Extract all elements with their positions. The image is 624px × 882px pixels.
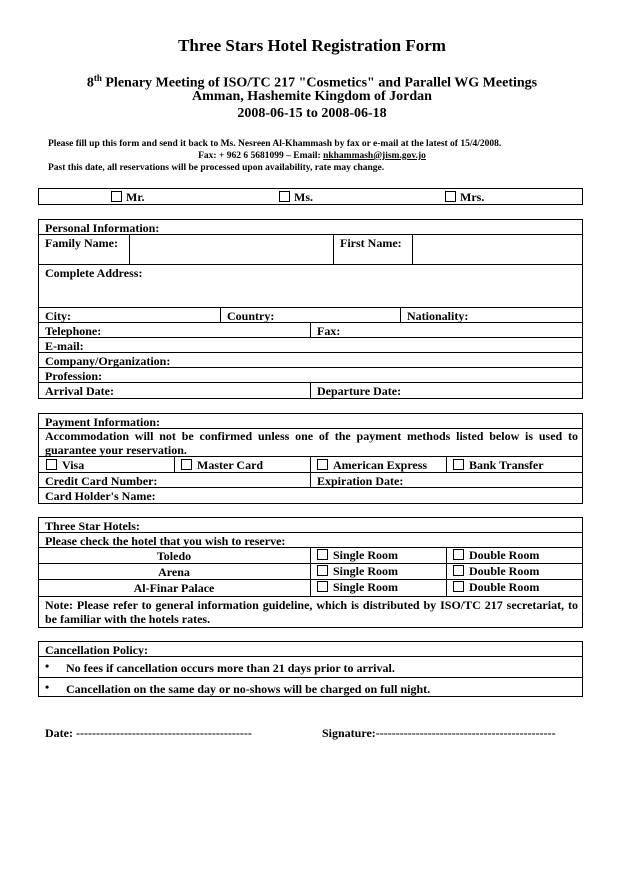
american-express-label: American Express <box>333 458 428 472</box>
card-holder-label: Card Holder's Name: <box>45 489 156 503</box>
arrival-date-label: Arrival Date: <box>45 384 114 398</box>
visa-label: Visa <box>62 458 85 472</box>
master-card-checkbox[interactable] <box>181 459 192 470</box>
toledo-single-label: Single Room <box>333 548 399 562</box>
fax-email-line: Fax: + 962 6 5681099 – Email: nkhammash@jism.gov.jo <box>198 151 426 161</box>
mr-label: Mr. <box>126 190 145 204</box>
hotel-name-toledo: Toledo <box>156 549 192 563</box>
al-finar-single-label: Single Room <box>333 580 399 594</box>
personal-info-table <box>38 219 583 399</box>
instructions-line-3: Past this date, all reservations will be processed upon availability, rate may change. <box>48 163 385 173</box>
arena-double-checkbox[interactable] <box>453 565 464 576</box>
bank-transfer-label: Bank Transfer <box>469 458 544 472</box>
departure-date-label: Departure Date: <box>317 384 402 398</box>
arena-double-label: Double Room <box>469 564 540 578</box>
city-label: City: <box>45 309 71 323</box>
date-field[interactable]: Date: -------------------------------------------- <box>45 726 252 740</box>
ms-checkbox[interactable] <box>279 191 290 202</box>
arena-single-label: Single Room <box>333 564 399 578</box>
address-label: Complete Address: <box>45 266 143 280</box>
payment-info-heading: Payment Information: <box>45 415 160 429</box>
arena-single-checkbox[interactable] <box>317 565 328 576</box>
american-express-checkbox[interactable] <box>317 459 328 470</box>
meeting-line: 8th Plenary Meeting of ISO/TC 217 "Cosmetics" and Parallel WG Meetings <box>86 73 538 91</box>
payment-notice: Accommodation will not be confirmed unless one of the payment methods listed below is used to guarantee your reservation. <box>45 429 578 457</box>
bank-transfer-checkbox[interactable] <box>453 459 464 470</box>
meeting-dates: 2008-06-15 to 2008-06-18 <box>237 106 387 121</box>
email-link[interactable]: nkhammash@jism.gov.jo <box>323 151 426 161</box>
al-finar-double-label: Double Room <box>469 580 540 594</box>
hotel-instruction: Please check the hotel that you wish to reserve: <box>45 534 286 548</box>
telephone-label: Telephone: <box>45 324 102 338</box>
master-card-label: Master Card <box>197 458 264 472</box>
bullet-icon: • <box>45 680 50 694</box>
toledo-single-checkbox[interactable] <box>317 549 328 560</box>
mrs-checkbox[interactable] <box>445 191 456 202</box>
hotels-heading: Three Star Hotels: <box>45 519 140 533</box>
toledo-double-label: Double Room <box>469 548 540 562</box>
visa-checkbox[interactable] <box>46 459 57 470</box>
expiration-date-label: Expiration Date: <box>317 474 404 488</box>
company-label: Company/Organization: <box>45 354 171 368</box>
cancellation-heading: Cancellation Policy: <box>45 643 148 657</box>
meeting-location: Amman, Hashemite Kingdom of Jordan <box>192 89 432 104</box>
instructions-line-1: Please fill up this form and send it back to Ms. Nesreen Al-Khammash by fax or e-mail at the latest of 15/4/2008. <box>48 139 502 149</box>
family-name-label: Family Name: <box>45 236 118 250</box>
hotel-name-arena: Arena <box>158 565 190 579</box>
al-finar-double-checkbox[interactable] <box>453 581 464 592</box>
country-label: Country: <box>227 309 275 323</box>
card-number-label: Credit Card Number: <box>45 474 158 488</box>
personal-info-heading: Personal Information: <box>45 221 160 235</box>
email-label: E-mail: <box>45 339 84 353</box>
bullet-icon: • <box>45 659 50 673</box>
fax-label: Fax: <box>317 324 341 338</box>
cancellation-item-1: No fees if cancellation occurs more than 21 days prior to arrival. <box>66 661 395 675</box>
al-finar-single-checkbox[interactable] <box>317 581 328 592</box>
mr-checkbox[interactable] <box>111 191 122 202</box>
signature-field[interactable]: Signature:--------------------------------------------- <box>322 726 556 740</box>
profession-label: Profession: <box>45 369 103 383</box>
nationality-label: Nationality: <box>407 309 469 323</box>
hotels-note: Note: Please refer to general information guideline, which is distributed by ISO/TC 217 secretariat, to be familiar with the hotels rates. <box>45 598 578 626</box>
first-name-label: First Name: <box>340 236 402 250</box>
mrs-label: Mrs. <box>460 190 485 204</box>
cancellation-item-2: Cancellation on the same day or no-shows will be charged on full night. <box>66 682 431 696</box>
form-title: Three Stars Hotel Registration Form <box>178 36 446 55</box>
toledo-double-checkbox[interactable] <box>453 549 464 560</box>
ms-label: Ms. <box>294 190 313 204</box>
hotel-name-al-finar-palace: Al-Finar Palace <box>133 581 215 595</box>
